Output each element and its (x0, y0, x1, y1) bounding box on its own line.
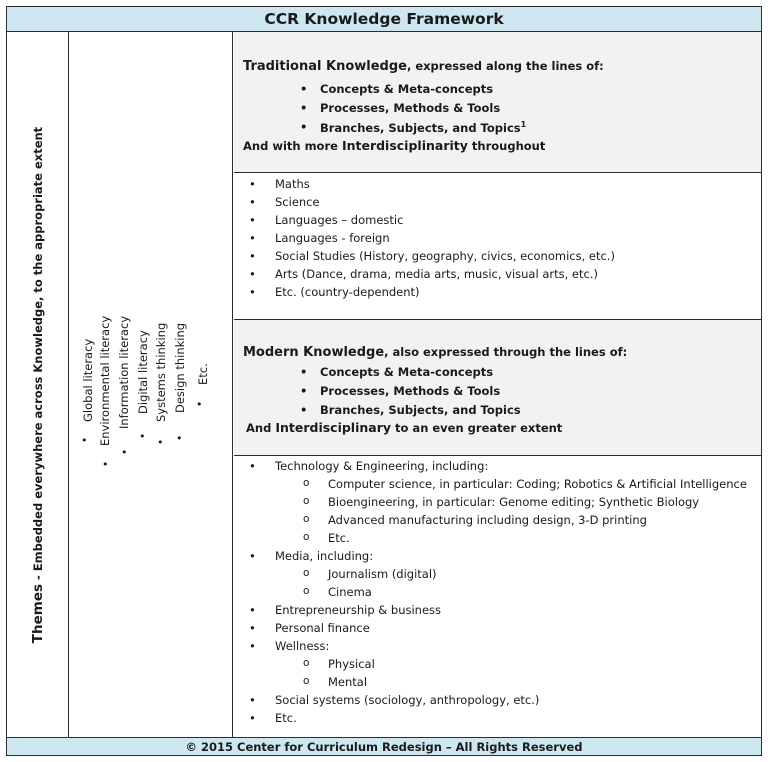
sub-item (303, 477, 747, 491)
sub-item (303, 657, 375, 671)
modern-bullet-text: Concepts & Meta-concepts (320, 365, 494, 379)
list-item (249, 621, 370, 635)
bullet-glyph: • (249, 549, 256, 563)
hollow-bullet: o (303, 675, 310, 687)
sub-item-text: Cinema (328, 585, 372, 599)
hollow-bullet: o (303, 585, 310, 597)
list-item (249, 285, 420, 299)
bullet-glyph: • (249, 177, 256, 191)
sub-item (303, 675, 368, 689)
closing-end: throughout (467, 139, 546, 153)
list-item-text: Personal finance (275, 621, 370, 635)
theme-item: Digital literacy (136, 330, 150, 414)
bullet-glyph: • (249, 213, 256, 227)
modern-bullet-text: Processes, Methods & Tools (320, 384, 501, 398)
modern-knowledge-section (234, 320, 761, 456)
list-item (249, 603, 442, 617)
list-item-text: Arts (Dance, drama, media arts, music, visual arts, etc.) (275, 267, 598, 281)
traditional-bullet (300, 120, 527, 135)
list-item-text: Languages - foreign (275, 231, 390, 245)
closing-bold: Interdisciplinary (275, 420, 392, 435)
list-item (249, 195, 320, 209)
theme-bullet: • (139, 430, 146, 443)
list-item-text: Entrepreneurship & business (275, 603, 442, 617)
list-item (249, 693, 540, 707)
list-item-text: Social systems (sociology, anthropology, etc.) (275, 693, 540, 707)
hollow-bullet: o (303, 657, 310, 669)
themes-label-bold: Themes (29, 583, 46, 643)
bullet-glyph: • (249, 711, 256, 725)
traditional-bullet-text: Processes, Methods & Tools (320, 101, 501, 115)
sub-item-text: Physical (328, 657, 375, 671)
traditional-bullet-text: Branches, Subjects, and Topics (320, 120, 521, 135)
list-item (249, 231, 390, 245)
modern-heading-bold: Modern Knowledge (243, 345, 385, 360)
traditional-bullet-text: Concepts & Meta-concepts (320, 82, 494, 96)
list-item (249, 213, 404, 227)
list-item-text: Etc. (country-dependent) (275, 285, 420, 299)
themes-label (30, 126, 46, 642)
modern-bullet (300, 365, 494, 379)
sub-item (303, 567, 437, 581)
bullet-glyph: • (249, 603, 256, 617)
bullet-glyph: • (300, 384, 308, 398)
bullet-glyph: • (300, 82, 308, 96)
list-item-text: Languages – domestic (275, 213, 404, 227)
bullet-glyph: • (300, 101, 308, 115)
traditional-bullet (300, 82, 494, 96)
theme-item: Information literacy (117, 315, 131, 429)
modern-bullet-text: Branches, Subjects, and Topics (320, 403, 521, 417)
modern-bullet (300, 403, 521, 417)
list-item (249, 267, 598, 281)
modern-subjects-section (234, 456, 761, 737)
theme-item: Design thinking (173, 322, 187, 413)
sub-item-text: Etc. (328, 531, 350, 545)
themes-label-rest: - Embedded everywhere across Knowledge, to the appropriate extent (30, 126, 45, 584)
theme-item: Environmental literacy (98, 315, 112, 446)
hollow-bullet: o (303, 477, 310, 489)
copyright-footer: © 2015 Center for Curriculum Redesign – All Rights Reserved (7, 737, 761, 755)
bullet-glyph: • (300, 120, 308, 134)
framework-table (6, 6, 762, 756)
list-item-text: Science (275, 195, 320, 209)
modern-bullet (300, 384, 501, 398)
traditional-heading-bold: Traditional Knowledge (243, 59, 407, 74)
traditional-knowledge-section (234, 32, 761, 173)
bullet-glyph: • (300, 403, 308, 417)
themes-column (7, 32, 69, 737)
list-item-text: Media, including: (275, 549, 374, 563)
hollow-bullet: o (303, 495, 310, 507)
closing-end: to an even greater extent (391, 421, 563, 435)
theme-bullet: • (196, 398, 203, 411)
sub-item-text: Computer science, in particular: Coding; Robotics & Artificial Intelligence (328, 477, 747, 491)
bullet-glyph: • (249, 249, 256, 263)
list-item (249, 549, 374, 563)
list-item (249, 639, 330, 653)
theme-bullet: • (176, 432, 183, 445)
closing-bold: Interdisciplinarity (341, 138, 468, 153)
list-item (249, 711, 297, 725)
list-item (249, 249, 615, 263)
theme-bullet: • (102, 458, 109, 471)
traditional-heading (243, 59, 604, 74)
hollow-bullet: o (303, 513, 310, 525)
themes-list-column (69, 32, 233, 737)
theme-bullet: • (121, 446, 128, 459)
list-item-text: Maths (275, 177, 310, 191)
hollow-bullet: o (303, 531, 310, 543)
traditional-heading-rest: , expressed along the lines of: (406, 59, 604, 73)
bullet-glyph: • (249, 459, 256, 473)
sub-item-text: Mental (328, 675, 368, 689)
list-item-text: Wellness: (275, 639, 330, 653)
bullet-glyph: • (249, 195, 256, 209)
footnote-mark: 1 (520, 120, 527, 129)
hollow-bullet: o (303, 567, 310, 579)
bullet-glyph: • (249, 621, 256, 635)
bullet-glyph: • (300, 365, 308, 379)
sub-item-text: Advanced manufacturing including design, 3-D printing (328, 513, 647, 527)
list-item-text: Social Studies (History, geography, civics, economics, etc.) (275, 249, 615, 263)
knowledge-column (234, 32, 761, 737)
sub-item-text: Bioengineering, in particular: Genome editing; Synthetic Biology (328, 495, 700, 509)
modern-closing (246, 420, 562, 435)
theme-bullet: • (157, 436, 164, 449)
traditional-subjects-section (234, 173, 761, 320)
closing-start: And (246, 421, 276, 435)
theme-item: Global literacy (81, 338, 95, 422)
bullet-glyph: • (249, 231, 256, 245)
list-item-text: Etc. (275, 711, 297, 725)
modern-heading (243, 345, 627, 360)
modern-heading-rest: , also expressed through the lines of: (384, 345, 628, 359)
closing-start: And with more (243, 139, 342, 153)
theme-item: Systems thinking (154, 322, 168, 422)
sub-item (303, 513, 647, 527)
traditional-closing (243, 138, 545, 153)
sub-item-text: Journalism (digital) (328, 567, 437, 581)
table-title: CCR Knowledge Framework (7, 7, 761, 32)
bullet-glyph: • (249, 693, 256, 707)
sub-item (303, 585, 372, 599)
theme-bullet: • (81, 434, 88, 447)
list-item (249, 177, 310, 191)
sub-item (303, 531, 350, 545)
sub-item (303, 495, 700, 509)
list-item-text: Technology & Engineering, including: (275, 459, 489, 473)
bullet-glyph: • (249, 267, 256, 281)
list-item (249, 459, 489, 473)
traditional-bullet (300, 101, 501, 115)
bullet-glyph: • (249, 639, 256, 653)
bullet-glyph: • (249, 285, 256, 299)
theme-item: Etc. (196, 363, 210, 385)
